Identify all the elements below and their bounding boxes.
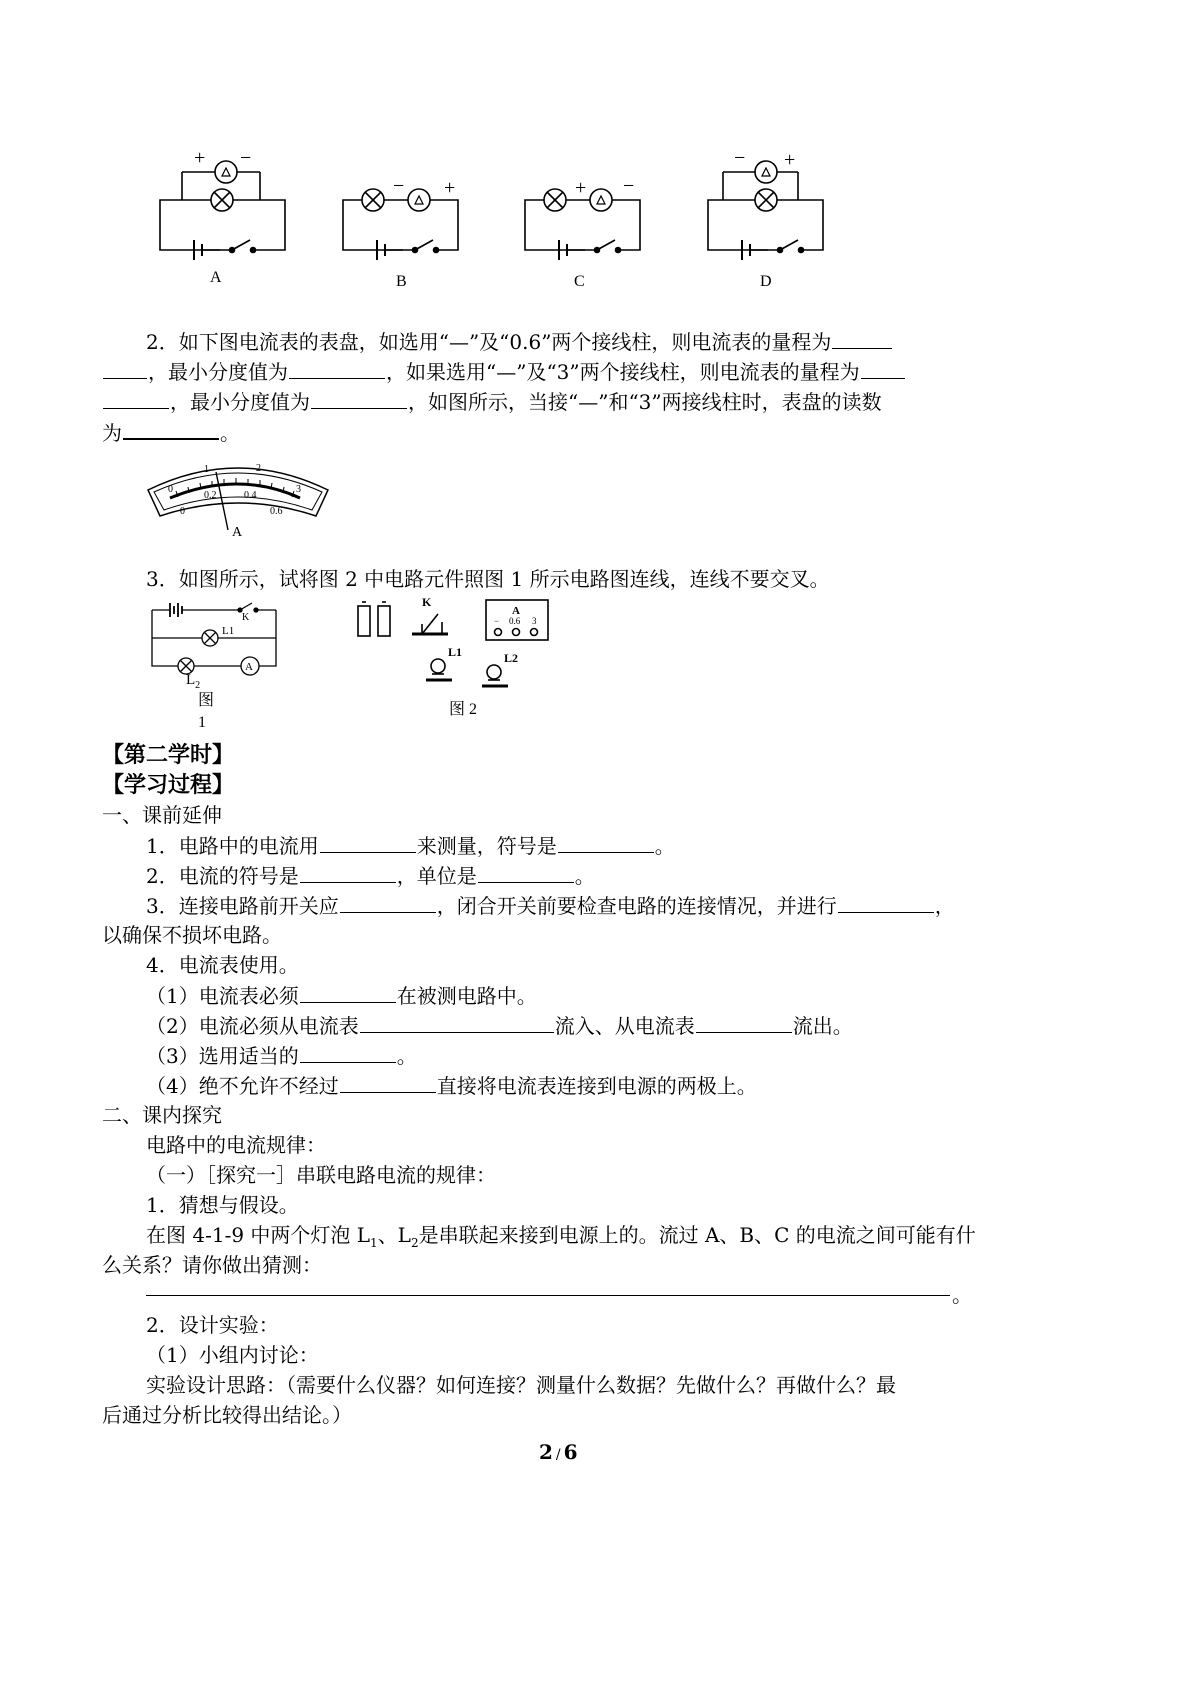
- battery-cell-icon: [358, 606, 370, 636]
- q2-text: 为: [102, 421, 122, 445]
- answer-blank[interactable]: [103, 356, 147, 379]
- circuit-a-minus: −: [240, 150, 252, 169]
- dial-top-tick: 0: [168, 484, 173, 495]
- fig1-l2-label: $L_2$: [186, 672, 201, 691]
- ammeter-dial-figure: [140, 452, 336, 542]
- answer-blank[interactable]: [832, 326, 892, 349]
- rule-title: 电路中的电流规律：: [146, 1133, 326, 1157]
- answer-blank[interactable]: [360, 1010, 554, 1033]
- dial-top-tick: 3: [296, 484, 301, 495]
- part-two-title: 二、课内探究: [102, 1103, 222, 1127]
- explore-one-title: （一）［探究一］串联电路电流的规律：: [146, 1163, 496, 1187]
- answer-blank[interactable]: [696, 1010, 792, 1033]
- circuit-d-minus: −: [734, 150, 746, 169]
- item-1: 1．电路中的电流用 来测量，符号是 。: [146, 830, 675, 861]
- q2-line-2: [102, 356, 906, 387]
- answer-blank[interactable]: [300, 860, 396, 883]
- circuit-a-plus: +: [194, 150, 206, 169]
- answer-blank[interactable]: [311, 386, 407, 409]
- circuit-b: [343, 189, 458, 260]
- heading-second-lesson: 【第二学时】: [102, 742, 235, 768]
- circuit-b-minus: −: [393, 175, 405, 197]
- fig2-meter-terminal: −: [494, 616, 500, 626]
- dial-bottom-tick: 0.6: [270, 506, 283, 517]
- fig2-meter-label: A: [512, 605, 520, 617]
- answer-blank[interactable]: [300, 1040, 396, 1063]
- q2-text: 。: [220, 421, 240, 445]
- guess-paragraph-1: 在图 4-1-9 中两个灯泡 $L_1$、$L_2$是串联起来接到电源上的。流过 A、B、C 的电流之间可能有什: [146, 1223, 976, 1250]
- fig1-ammeter-symbol: A: [245, 661, 253, 673]
- dial-top-tick: 2: [256, 463, 261, 474]
- fig2-bulb-l2-label: L2: [504, 651, 519, 665]
- design-title: 2．设计实验：: [146, 1313, 279, 1337]
- dial-bottom-tick: 0: [180, 506, 185, 517]
- answer-blank[interactable]: [123, 416, 219, 440]
- circuit-label-a: A: [210, 269, 222, 286]
- circuit-figure-row: [150, 150, 850, 300]
- answer-blank[interactable]: [289, 356, 385, 379]
- sub-item-3: （3）选用适当的 。: [146, 1040, 417, 1071]
- guess-answer-end: 。: [952, 1283, 972, 1307]
- answer-blank[interactable]: [300, 980, 396, 1003]
- design-idea-line-2: 后通过分析比较得出结论。）: [102, 1403, 352, 1427]
- fig1-switch-label: K: [242, 612, 250, 623]
- q2-line-4: [102, 416, 240, 448]
- guess-title: 1．猜想与假设。: [146, 1193, 299, 1217]
- guess-answer-line[interactable]: [146, 1295, 950, 1296]
- q2-text: ，如果选用“—”及“3”两个接线柱，则电流表的量程为: [386, 360, 860, 384]
- circuit-d-plus: +: [784, 150, 796, 171]
- answer-blank[interactable]: [478, 860, 574, 883]
- circuit-label-b: B: [396, 273, 407, 290]
- sub-item-4: （4）绝不允许不经过 直接将电流表连接到电源的两极上。: [146, 1070, 757, 1101]
- answer-blank[interactable]: [861, 356, 905, 379]
- fig1-caption: 图 1: [198, 692, 215, 731]
- answer-blank[interactable]: [103, 386, 169, 409]
- answer-blank[interactable]: [340, 1070, 436, 1093]
- dial-bottom-tick: 0.4: [244, 490, 257, 501]
- battery-cell-icon: [378, 606, 390, 636]
- bulb-l1-icon: [431, 659, 445, 673]
- discuss-title: （1）小组内讨论：: [146, 1343, 319, 1367]
- item-2: 2．电流的符号是 ，单位是 。: [146, 860, 595, 891]
- q2-text: ，最小分度值为: [170, 390, 310, 414]
- item-3: 3．连接电路前开关应 ，闭合开关前要检查电路的连接情况，并进行 ，: [146, 890, 955, 921]
- answer-blank[interactable]: [320, 830, 416, 853]
- circuit-label-d: D: [760, 273, 772, 290]
- fig1-circuit: [146, 596, 286, 676]
- fig2-meter-terminal: 3: [532, 616, 537, 626]
- fig2-caption: 图 2: [449, 701, 478, 718]
- item-4: 4．电流表使用。: [146, 953, 299, 977]
- bulb-l2-icon: [487, 665, 501, 679]
- q2-line-3: [102, 386, 882, 417]
- answer-blank[interactable]: [340, 890, 436, 913]
- design-idea-line-1: 实验设计思路：（需要什么仪器？如何连接？测量什么数据？先做什么？再做什么？最: [146, 1373, 896, 1397]
- page-number: 2 / 6: [539, 1440, 578, 1464]
- q2-text: 2．如下图电流表的表盘，如选用“—”及“0.6”两个接线柱，则电流表的量程为: [146, 330, 832, 354]
- fig1-l1-label: L1: [222, 625, 235, 637]
- circuit-c-plus: +: [575, 177, 587, 199]
- circuit-c: [525, 189, 640, 260]
- dial-top-tick: 1: [204, 464, 209, 475]
- q3-text: 3．如图所示，试将图 2 中电路元件照图 1 所示电路图连线，连线不要交叉。: [146, 567, 830, 591]
- answer-blank[interactable]: [838, 890, 934, 913]
- sub-item-1: （1）电流表必须 在被测电路中。: [146, 980, 537, 1011]
- q2-text: ，最小分度值为: [148, 360, 288, 384]
- fig2-switch-label: K: [422, 595, 432, 609]
- circuit-b-plus: +: [444, 177, 456, 199]
- fig2-bulb-l1-label: L1: [448, 645, 463, 659]
- part-one-title: 一、课前延伸: [102, 803, 222, 827]
- circuit-c-minus: −: [623, 175, 635, 197]
- item-3-cont: 以确保不损坏电路。: [102, 923, 282, 947]
- dial-unit: A: [232, 525, 243, 540]
- q2-line-1: [146, 326, 893, 357]
- circuit-label-c: C: [574, 273, 585, 290]
- dial-bottom-tick: 0.2: [204, 490, 217, 501]
- heading-learning-process: 【学习过程】: [102, 772, 235, 798]
- fig2-meter-terminal: 0.6: [509, 616, 521, 626]
- q2-text: ，如图所示，当接“—”和“3”两接线柱时，表盘的读数: [408, 390, 882, 414]
- answer-blank[interactable]: [558, 830, 654, 853]
- fig2-components: [352, 594, 556, 688]
- guess-paragraph-2: 么关系？请你做出猜测：: [102, 1253, 322, 1277]
- sub-item-2: （2）电流必须从电流表 流入、从电流表 流出。: [146, 1010, 853, 1041]
